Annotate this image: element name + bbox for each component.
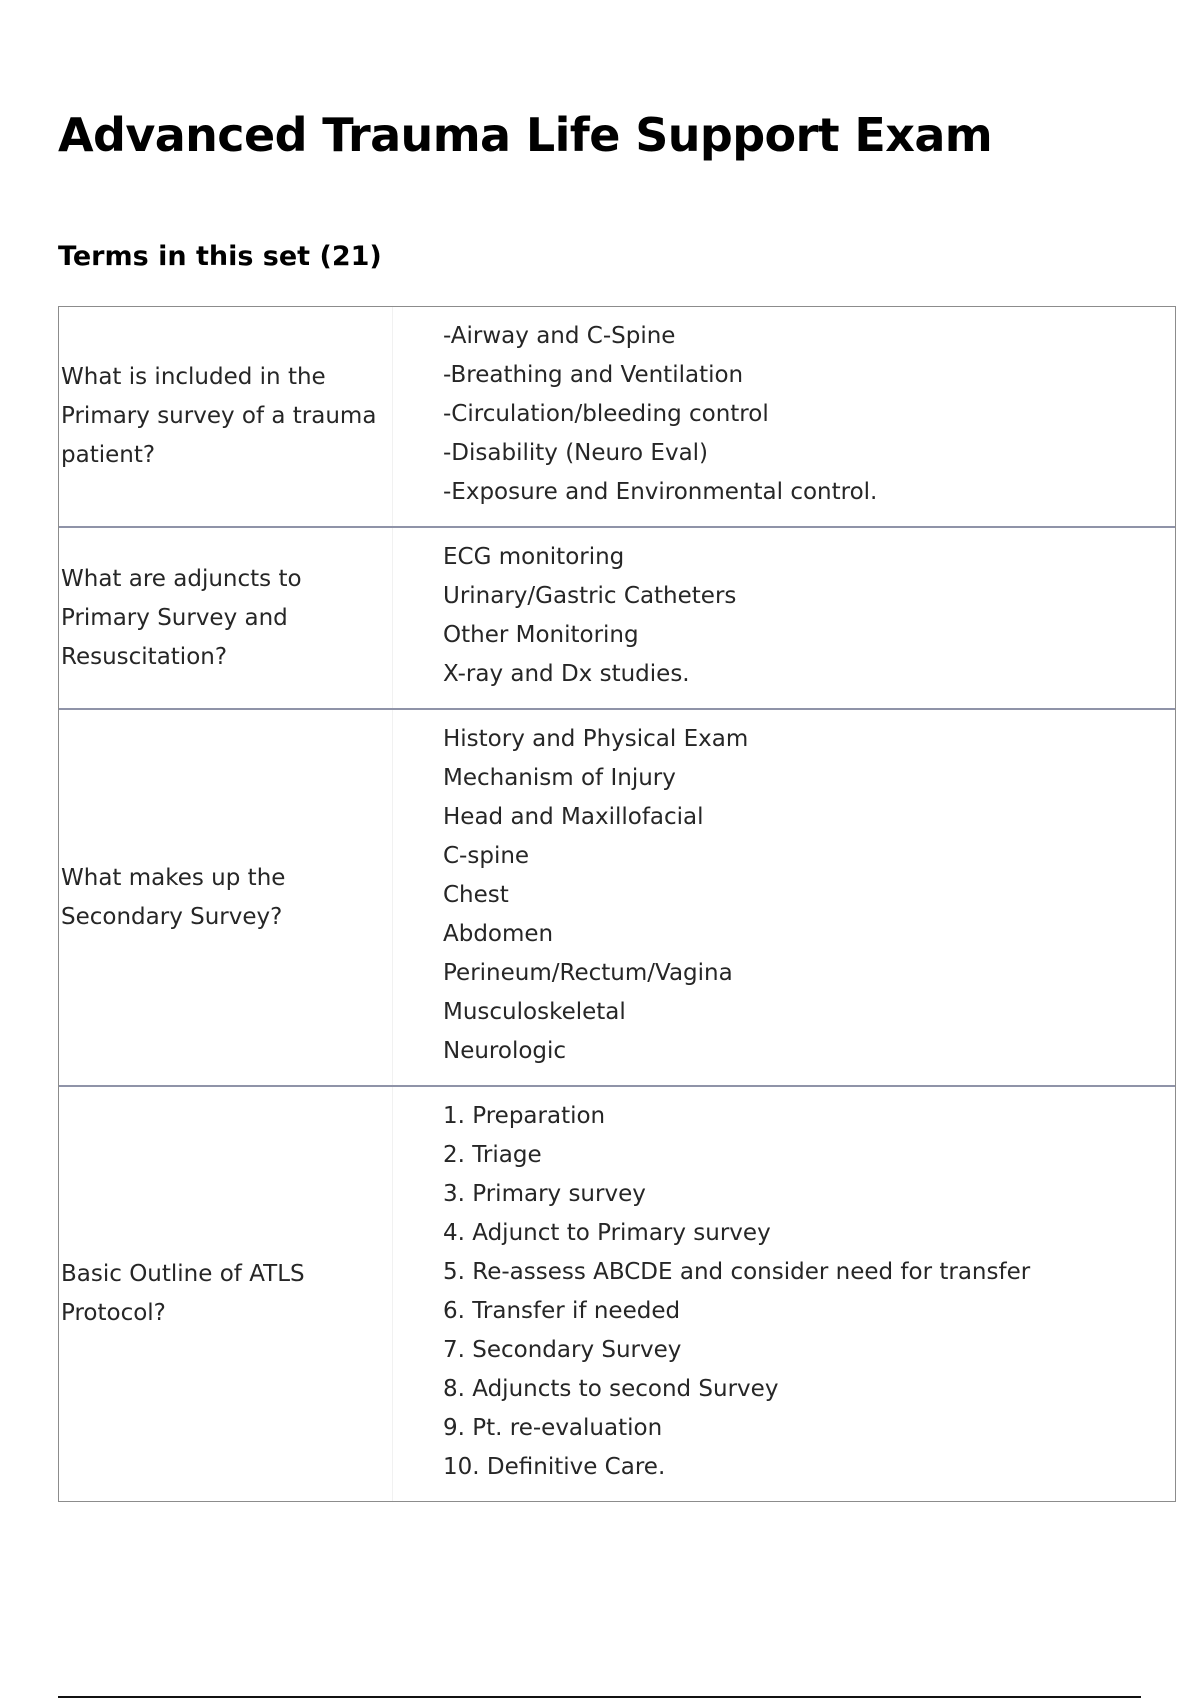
term-row — [59, 1087, 1175, 1501]
definition-line: Perineum/Rectum/Vagina — [443, 960, 733, 986]
definition-line: X-ray and Dx studies. — [443, 661, 690, 687]
definition-line: History and Physical Exam — [443, 726, 749, 752]
page-title: Advanced Trauma Life Support Exam — [58, 108, 993, 162]
definition — [393, 710, 1175, 1085]
terms-table — [58, 306, 1176, 1502]
definition-line: Musculoskeletal — [443, 999, 626, 1025]
term-text: What are adjuncts to Primary Survey and Resuscitation? — [59, 528, 393, 708]
definition — [393, 307, 1175, 526]
definition-line: Chest — [443, 882, 509, 908]
definition-line: -Breathing and Ventilation — [443, 362, 744, 388]
definition-line: -Airway and C-Spine — [443, 323, 676, 349]
definition-line: 6. Transfer if needed — [443, 1298, 681, 1324]
term-text: Basic Outline of ATLS Protocol? — [59, 1087, 393, 1501]
definition-line: ECG monitoring — [443, 544, 625, 570]
definition-line: Head and Maxillofacial — [443, 804, 704, 830]
definition-line: 5. Re-assess ABCDE and consider need for transfer — [443, 1259, 1031, 1285]
term-row — [59, 528, 1175, 710]
definition-line: 10. Definitive Care. — [443, 1454, 666, 1480]
definition-line: Other Monitoring — [443, 622, 639, 648]
definition-line: Mechanism of Injury — [443, 765, 676, 791]
term-text: What makes up the Secondary Survey? — [59, 710, 393, 1085]
definition-line: 8. Adjuncts to second Survey — [443, 1376, 779, 1402]
definition-line: 3. Primary survey — [443, 1181, 646, 1207]
definition-line: -Exposure and Environmental control. — [443, 479, 878, 505]
definition-line: 1. Preparation — [443, 1103, 606, 1129]
definition-line: 2. Triage — [443, 1142, 542, 1168]
definition — [393, 528, 1175, 708]
footer-divider — [58, 1696, 1141, 1698]
definition-line: Urinary/Gastric Catheters — [443, 583, 737, 609]
term-row — [59, 307, 1175, 528]
definition-line: 9. Pt. re-evaluation — [443, 1415, 663, 1441]
term-row — [59, 710, 1175, 1087]
definition-line: 4. Adjunct to Primary survey — [443, 1220, 771, 1246]
definition-line: Neurologic — [443, 1038, 567, 1064]
definition-line: Abdomen — [443, 921, 554, 947]
set-heading: Terms in this set (21) — [58, 241, 382, 272]
definition — [393, 1087, 1175, 1501]
definition-line: -Circulation/bleeding control — [443, 401, 769, 427]
definition-line: C-spine — [443, 843, 530, 869]
definition-line: 7. Secondary Survey — [443, 1337, 682, 1363]
definition-line: -Disability (Neuro Eval) — [443, 440, 709, 466]
term-text: What is included in the Primary survey of a trauma patient? — [59, 307, 393, 526]
